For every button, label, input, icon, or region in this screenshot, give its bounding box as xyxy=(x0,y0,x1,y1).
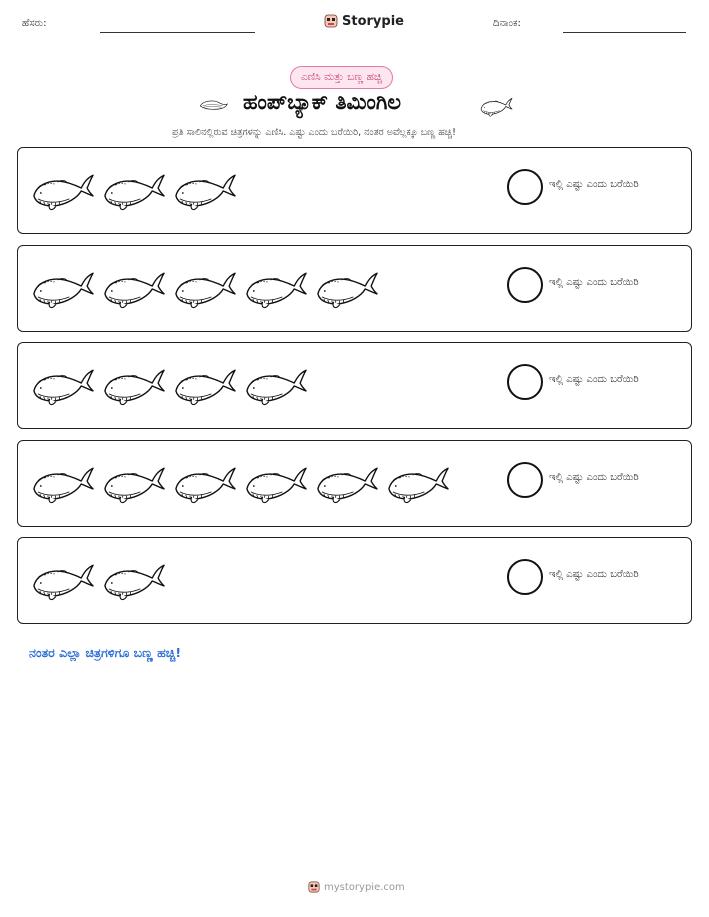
humpback-whale-icon xyxy=(243,361,308,409)
humpback-whale-icon xyxy=(101,166,166,214)
humpback-whale-icon xyxy=(172,459,237,507)
whale-group xyxy=(30,361,308,409)
answer-circle[interactable] xyxy=(507,462,543,498)
humpback-whale-icon xyxy=(172,361,237,409)
humpback-whale-icon xyxy=(314,264,379,312)
storypie-mascot-icon xyxy=(308,880,320,894)
humpback-whale-icon xyxy=(101,361,166,409)
answer-hint: ಇಲ್ಲಿ ಎಷ್ಟು ಎಂದು ಬರೆಯಿರಿ xyxy=(549,472,639,483)
page-title: ಹಂಪ್‌ಬ್ಯಾಕ್ ತಿಮಿಂಗಿಲ xyxy=(243,90,401,114)
answer-circle[interactable] xyxy=(507,364,543,400)
counting-row xyxy=(17,440,692,527)
humpback-whale-icon xyxy=(101,459,166,507)
humpback-whale-icon xyxy=(479,93,513,119)
date-label: ದಿನಾಂಕ: xyxy=(493,18,521,29)
humpback-whale-icon xyxy=(30,166,95,214)
answer-hint: ಇಲ್ಲಿ ಎಷ್ಟು ಎಂದು ಬರೆಯಿರಿ xyxy=(549,569,639,580)
answer-hint: ಇಲ್ಲಿ ಎಷ್ಟು ಎಂದು ಬರೆಯಿರಿ xyxy=(549,277,639,288)
answer-hint: ಇಲ್ಲಿ ಎಷ್ಟು ಎಂದು ಬರೆಯಿರಿ xyxy=(549,179,639,190)
whale-group xyxy=(30,556,166,604)
whale-group xyxy=(30,264,379,312)
humpback-whale-icon xyxy=(30,264,95,312)
site-footer xyxy=(308,880,405,894)
answer-hint: ಇಲ್ಲಿ ಎಷ್ಟು ಎಂದು ಬರೆಯಿರಿ xyxy=(549,374,639,385)
site-url: mystorypie.com xyxy=(324,881,405,893)
humpback-whale-icon xyxy=(30,459,95,507)
name-field[interactable] xyxy=(100,32,255,33)
humpback-whale-icon xyxy=(243,264,308,312)
humpback-whale-icon xyxy=(30,361,95,409)
humpback-whale-icon xyxy=(101,264,166,312)
answer-circle[interactable] xyxy=(507,267,543,303)
humpback-whale-icon xyxy=(172,264,237,312)
whale-group xyxy=(30,459,450,507)
storypie-mascot-icon xyxy=(324,13,338,29)
instructions: ಪ್ರತಿ ಸಾಲಿನಲ್ಲಿರುವ ಚಿತ್ರಗಳನ್ನು ಎಣಿಸಿ. ಎಷ್ಟು ಎಂದು ಬರೆಯಿರಿ, ನಂತರ ಅವೆಲ್ಲಕ್ಕೂ ಬಣ್ಣ ಹಚ್ಚಿ! xyxy=(172,127,456,138)
date-field[interactable] xyxy=(563,32,686,33)
answer-circle[interactable] xyxy=(507,559,543,595)
name-label: ಹೆಸರು: xyxy=(22,18,47,29)
humpback-whale-icon xyxy=(314,459,379,507)
answer-circle[interactable] xyxy=(507,169,543,205)
humpback-whale-icon xyxy=(101,556,166,604)
whale-group xyxy=(30,166,237,214)
counting-row xyxy=(17,147,692,234)
brand-name: Storypie xyxy=(342,13,404,29)
humpback-whale-icon xyxy=(197,94,231,116)
humpback-whale-icon xyxy=(385,459,450,507)
activity-badge: ಎಣಿಸಿ ಮತ್ತು ಬಣ್ಣ ಹಚ್ಚಿ xyxy=(290,66,393,89)
counting-row xyxy=(17,245,692,332)
brand-logo xyxy=(324,13,404,29)
counting-row xyxy=(17,537,692,624)
footer-note: ನಂತರ ಎಲ್ಲಾ ಚಿತ್ರಗಳಿಗೂ ಬಣ್ಣ ಹಚ್ಚಿ! xyxy=(29,645,182,660)
humpback-whale-icon xyxy=(172,166,237,214)
counting-row xyxy=(17,342,692,429)
humpback-whale-icon xyxy=(30,556,95,604)
humpback-whale-icon xyxy=(243,459,308,507)
